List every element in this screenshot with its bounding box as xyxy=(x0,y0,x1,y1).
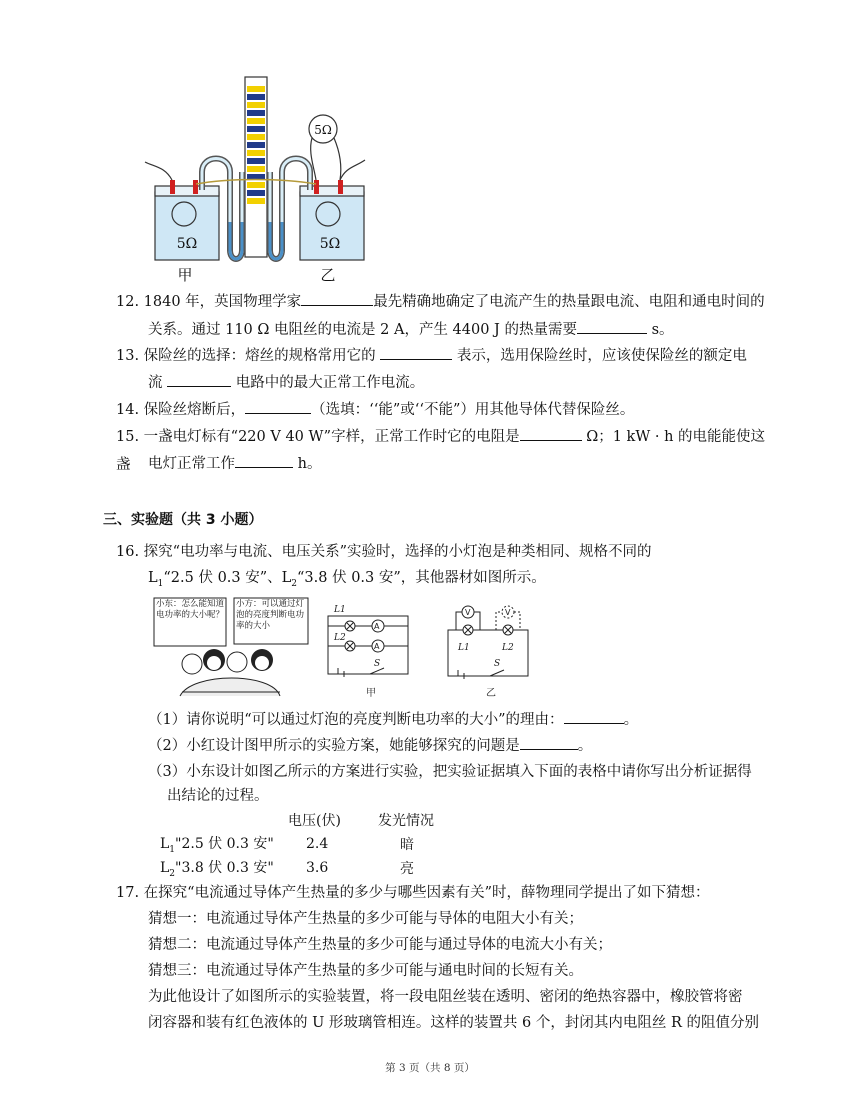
question-13-line2 xyxy=(148,369,768,397)
question-12 xyxy=(116,288,776,316)
table-cell-name: $L_1"2.5$ 伏 0.3 安" xyxy=(160,836,274,855)
q15-blank-2[interactable] xyxy=(235,453,293,468)
section-3-title: 三、实验题（共 3 小题） xyxy=(103,512,263,528)
q17-line5: 为此他设计了如图所示的实验装置，将一段电阻丝装在透明、密闭的绝热容器中，橡胶管将密 xyxy=(148,989,743,1005)
q13-text-d: 电路中的最大正常工作电流。 xyxy=(231,375,425,391)
ammeter-2: A xyxy=(374,642,380,651)
q12-text-c: 关系。通过 110 Ω 电阻丝的电流是 2 A，产生 4400 J 的热量需要 xyxy=(148,322,577,338)
q16-sub2 xyxy=(148,732,768,760)
q17-guess1: 猜想一：电流通过导体产生热量的多少可能与导体的电阻大小有关； xyxy=(148,911,583,927)
question-15-line2 xyxy=(148,450,768,478)
q12-blank-1[interactable] xyxy=(301,291,373,306)
q16-line1: 16. 探究“电功率与电流、电压关系”实验时，选择的小灯泡是种类相同、规格不同的 xyxy=(116,544,652,560)
external-resistor-label: 5Ω xyxy=(314,123,332,137)
ammeter-1: A xyxy=(374,622,380,631)
q12-blank-2[interactable] xyxy=(577,319,647,334)
q16-sub3-line2-text: 出结论的过程。 xyxy=(167,788,269,804)
question-13 xyxy=(116,342,776,370)
question-17 xyxy=(116,879,776,907)
q15-blank-1[interactable] xyxy=(520,426,582,441)
bubble-text-1: 小东：怎么能知道电功率的大小呢？ xyxy=(156,599,224,620)
q13-text-c: 流 xyxy=(148,375,168,391)
table-cell-name: $L_2"3.8$ 伏 0.3 安" xyxy=(160,860,274,879)
voltmeter-2: V xyxy=(505,608,511,617)
circuit-jia-l2: L2 xyxy=(334,633,346,643)
q15-text-a: 15. 一盏电灯标有“220 V 40 W”字样，正常工作时它的电阻是 xyxy=(116,429,520,445)
circuit-yi-label: 乙 xyxy=(486,688,496,699)
q16-sub1-text: （1）请你说明“可以通过灯泡的亮度判断电功率的大小”的理由： xyxy=(148,712,564,728)
q16-data-table xyxy=(160,808,458,880)
table-row xyxy=(160,832,458,856)
circuit-yi-l2: L2 xyxy=(502,643,514,653)
children-cartoon xyxy=(180,649,280,696)
circuit-jia xyxy=(328,616,408,677)
table-header-cell xyxy=(160,808,288,832)
q14-text-a: 14. 保险丝熔断后， xyxy=(116,402,246,418)
page-footer: 第 3 页（共 8 页） xyxy=(385,1062,475,1074)
table-cell-voltage: 2.4 xyxy=(306,836,329,852)
q13-blank-1[interactable] xyxy=(380,345,452,360)
resistor-coil-left xyxy=(172,202,196,226)
q14-blank-1[interactable] xyxy=(245,399,311,414)
q16-l1: L xyxy=(148,570,158,586)
question-16 xyxy=(116,538,776,566)
q17-guess2: 猜想二：电流通过导体产生热量的多少可能与通过导体的电流大小有关； xyxy=(148,937,612,953)
q16-sub2-end: 。 xyxy=(577,738,593,754)
q13-text-b: 表示，选用保险丝时，应该使保险丝的额定电 xyxy=(452,348,747,364)
table-row xyxy=(160,856,458,880)
q14-text-b: （选填：‘‘能”或‘‘不能”）用其他导体代替保险丝。 xyxy=(311,402,635,418)
q17-line6: 闭容器和装有红色液体的 U 形玻璃管相连。这样的装置共 6 个，封闭其内电阻丝 R 的阻值分别 xyxy=(148,1015,760,1031)
q15-text-b: Ω；1 kW · h 的电能能使这盏 xyxy=(116,429,766,473)
q13-text-a: 13. 保险丝的选择：熔丝的规格常用它的 xyxy=(116,348,381,364)
right-resistor-label: 5Ω xyxy=(319,236,341,252)
q16-text-b: “3.8 伏 0.3 安”，其他器材如图所示。 xyxy=(297,570,546,586)
q16-sub3-line2 xyxy=(167,782,787,810)
left-resistor-label: 5Ω xyxy=(176,236,198,252)
q16-sub1-end: 。 xyxy=(623,712,639,728)
q16-figure xyxy=(152,596,537,704)
table-cell-light: 暗 xyxy=(400,837,414,853)
circuit-jia-label: 甲 xyxy=(366,688,376,699)
label-yi: 乙 xyxy=(320,266,336,284)
table-header-cell: 电压(伏) xyxy=(288,813,341,829)
table-cell-light: 亮 xyxy=(400,861,414,877)
question-14 xyxy=(116,396,776,424)
circuit-jia-l1: L1 xyxy=(334,605,346,615)
q16-sub2-text: （2）小红设计图甲所示的实验方案，她能够探究的问题是 xyxy=(148,738,520,754)
q15-text-d: h。 xyxy=(293,456,322,472)
circuit-jia-switch: S xyxy=(374,659,381,669)
q16-sub1 xyxy=(148,706,768,734)
question-16-line2 xyxy=(148,564,768,598)
question-12-line2 xyxy=(148,316,768,344)
q12-text-d: s。 xyxy=(646,322,674,338)
table-header-row xyxy=(160,808,458,832)
table-cell-voltage: 3.6 xyxy=(306,860,329,876)
q16-sub3-line1: （3）小东设计如图乙所示的方案进行实验，把实验证据填入下面的表格中请你写出分析证据得 xyxy=(148,764,752,780)
q15-text-c: 电灯正常工作 xyxy=(148,456,235,472)
label-jia: 甲 xyxy=(177,266,193,284)
voltmeter-1: V xyxy=(465,608,471,617)
q12-text-a: 12. 1840 年，英国物理学家 xyxy=(116,294,302,310)
circuit-yi-switch: S xyxy=(494,659,501,669)
q16-text-a: “2.5 伏 0.3 安”、L xyxy=(163,570,292,586)
q16-l1-sub: 1 xyxy=(157,578,164,589)
q17-line1: 17. 在探究“电流通过导体产生热量的多少与哪些因素有关”时，薛物理同学提出了如下猜想： xyxy=(116,885,710,901)
q17-guess3: 猜想三：电流通过导体产生热量的多少可能与通电时间的长短有关。 xyxy=(148,963,583,979)
q13-blank-2[interactable] xyxy=(167,372,231,387)
q12-text-b: 最先精确地确定了电流产生的热量跟电流、电阻和通电时间的 xyxy=(373,294,765,310)
q16-sub1-blank[interactable] xyxy=(564,709,624,724)
circuit-yi-l1: L1 xyxy=(458,643,470,653)
bubble-text-2: 小方：可以通过灯泡的亮度判断电功率的大小 xyxy=(236,599,305,631)
table-header-cell: 发光情况 xyxy=(378,813,434,829)
resistor-coil-right xyxy=(316,202,340,226)
joule-apparatus-figure xyxy=(140,72,370,287)
q16-sub2-blank[interactable] xyxy=(520,735,578,750)
q16-l2-sub: 2 xyxy=(291,578,298,589)
